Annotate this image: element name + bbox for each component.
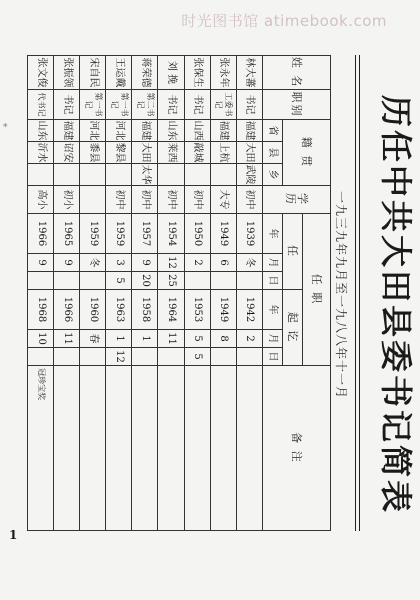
cell-education: 初中 bbox=[106, 186, 132, 214]
cell-name: 王运戴 bbox=[106, 56, 132, 90]
page-subtitle: 一九三九年九月至一九八八年十一月 bbox=[334, 190, 348, 399]
cell-remarks bbox=[80, 366, 106, 531]
cell-end-month: 2 bbox=[236, 330, 262, 348]
cell-start-month: 冬 bbox=[236, 254, 262, 272]
table-row bbox=[158, 56, 184, 531]
cell-end-day bbox=[80, 348, 106, 366]
cell-name: 刘 挽 bbox=[158, 56, 184, 90]
cell-township: 武陵 bbox=[236, 164, 262, 186]
header-row-1 bbox=[302, 56, 330, 531]
cell-education: 初中 bbox=[184, 186, 210, 214]
cell-end-month: 春 bbox=[80, 330, 106, 348]
cell-end-month: 10 bbox=[28, 330, 54, 348]
cell-name: 张文俊 bbox=[28, 56, 54, 90]
cell-county: 莱西 bbox=[158, 142, 184, 164]
cell-end-month: 1 bbox=[132, 330, 158, 348]
cell-start-year: 1959 bbox=[106, 214, 132, 254]
cell-county: 黍县 bbox=[80, 142, 106, 164]
cell-township bbox=[210, 164, 236, 186]
cell-end-day bbox=[28, 348, 54, 366]
cell-start-day bbox=[28, 272, 54, 290]
cell-end-year: 1968 bbox=[28, 290, 54, 330]
cell-end-year: 1960 bbox=[80, 290, 106, 330]
cell-education: 初中 bbox=[236, 186, 262, 214]
cell-county: 大田 bbox=[236, 142, 262, 164]
cell-position: 代书记 bbox=[28, 90, 54, 120]
table-row bbox=[80, 56, 106, 531]
cell-position: 书记 bbox=[184, 90, 210, 120]
cell-start-month: 2 bbox=[184, 254, 210, 272]
cell-name: 林大蕃 bbox=[236, 56, 262, 90]
cell-township bbox=[54, 164, 80, 186]
cell-start-month: 3 bbox=[106, 254, 132, 272]
cell-start-year: 1949 bbox=[210, 214, 236, 254]
cell-position: 第一书记 bbox=[80, 90, 106, 120]
cell-education: 初中 bbox=[132, 186, 158, 214]
cell-end-day: 5 bbox=[184, 348, 210, 366]
cell-education: 高小 bbox=[28, 186, 54, 214]
cell-remarks bbox=[106, 366, 132, 531]
cell-province: 福建 bbox=[54, 120, 80, 142]
cell-township bbox=[28, 164, 54, 186]
table-row bbox=[54, 56, 80, 531]
cell-name: 张振领 bbox=[54, 56, 80, 90]
cell-end-month: 11 bbox=[54, 330, 80, 348]
cell-name: 张保生 bbox=[184, 56, 210, 90]
cell-end-day bbox=[158, 348, 184, 366]
cell-start-month: 9 bbox=[54, 254, 80, 272]
cell-start-year: 1966 bbox=[28, 214, 54, 254]
cell-end-year: 1953 bbox=[184, 290, 210, 330]
watermark: 时光图书馆 atimebook.com bbox=[181, 12, 387, 30]
cell-county: 敲城 bbox=[184, 142, 210, 164]
cell-province: 山西 bbox=[184, 120, 210, 142]
cell-township: 太华 bbox=[132, 164, 158, 186]
cell-end-month: 5 bbox=[184, 330, 210, 348]
title-rule-bottom bbox=[355, 55, 356, 531]
cell-position: 书记 bbox=[236, 90, 262, 120]
cell-remarks bbox=[54, 366, 80, 531]
cell-education: 大专 bbox=[210, 186, 236, 214]
cell-end-year: 1963 bbox=[106, 290, 132, 330]
cell-province: 福建 bbox=[132, 120, 158, 142]
cell-position: 工委书记 bbox=[210, 90, 236, 120]
header-province: 省 bbox=[262, 120, 282, 142]
cell-start-year: 1939 bbox=[236, 214, 262, 254]
cell-start-month: 冬 bbox=[80, 254, 106, 272]
cell-remarks bbox=[184, 366, 210, 531]
header-native: 籍 贯 bbox=[282, 120, 330, 186]
cell-education bbox=[80, 186, 106, 214]
cell-end-day bbox=[132, 348, 158, 366]
cell-start-day bbox=[184, 272, 210, 290]
cell-county: 沂水 bbox=[28, 142, 54, 164]
cell-education: 初小 bbox=[54, 186, 80, 214]
header-end: 起 讫 bbox=[282, 290, 302, 366]
cell-name: 宋自民 bbox=[80, 56, 106, 90]
cell-end-day bbox=[210, 348, 236, 366]
header-education: 学 历 bbox=[262, 186, 330, 214]
cell-province: 河北 bbox=[106, 120, 132, 142]
cell-start-year: 1957 bbox=[132, 214, 158, 254]
cell-remarks bbox=[236, 366, 262, 531]
cell-position: 第一书记 bbox=[106, 90, 132, 120]
cell-start-year: 1954 bbox=[158, 214, 184, 254]
header-end-month: 月 bbox=[262, 330, 282, 348]
cell-start-month: 6 bbox=[210, 254, 236, 272]
cell-end-month: 8 bbox=[210, 330, 236, 348]
cell-start-day bbox=[210, 272, 236, 290]
cell-start-day bbox=[54, 272, 80, 290]
cell-start-day: 20 bbox=[132, 272, 158, 290]
cell-township bbox=[80, 164, 106, 186]
cell-end-day: 12 bbox=[106, 348, 132, 366]
cell-township bbox=[106, 164, 132, 186]
margin-mark: * bbox=[3, 123, 8, 133]
row-note: 冠珍宝奖 bbox=[36, 368, 46, 401]
cell-name: 蒋荣德 bbox=[132, 56, 158, 90]
table-row bbox=[236, 56, 262, 531]
cell-start-month: 12 bbox=[158, 254, 184, 272]
cell-county: 诏安 bbox=[54, 142, 80, 164]
cell-position: 书记 bbox=[158, 90, 184, 120]
header-start-month: 月 bbox=[262, 254, 282, 272]
header-start-year: 年 bbox=[262, 214, 282, 254]
cell-start-day bbox=[236, 272, 262, 290]
table-row bbox=[184, 56, 210, 531]
cell-province: 山东 bbox=[28, 120, 54, 142]
cell-end-day bbox=[236, 348, 262, 366]
cell-start-day: 5 bbox=[106, 272, 132, 290]
page-title: 历任中共大田县委书记简表 bbox=[377, 95, 415, 516]
cell-start-month: 9 bbox=[28, 254, 54, 272]
cell-start-year: 1950 bbox=[184, 214, 210, 254]
cell-name: 张永年 bbox=[210, 56, 236, 90]
cell-start-year: 1959 bbox=[80, 214, 106, 254]
cell-end-year: 1964 bbox=[158, 290, 184, 330]
cell-province: 河北 bbox=[80, 120, 106, 142]
cell-remarks bbox=[132, 366, 158, 531]
cell-remarks bbox=[28, 366, 54, 531]
rotated-page bbox=[18, 55, 420, 531]
cell-start-day: 25 bbox=[158, 272, 184, 290]
page-number: 1 bbox=[9, 528, 18, 542]
cell-province: 福建 bbox=[236, 120, 262, 142]
header-start-day: 日 bbox=[262, 272, 282, 290]
cell-county: 黎县 bbox=[106, 142, 132, 164]
cell-province: 福建 bbox=[210, 120, 236, 142]
cell-start-year: 1965 bbox=[54, 214, 80, 254]
cell-end-month: 1 bbox=[106, 330, 132, 348]
cell-end-year: 1958 bbox=[132, 290, 158, 330]
header-name: 姓 名 bbox=[262, 56, 330, 90]
header-end-year: 年 bbox=[262, 290, 282, 330]
secretary-table bbox=[27, 55, 331, 531]
table-row bbox=[132, 56, 158, 531]
header-county: 县 bbox=[262, 142, 282, 164]
cell-start-month: 9 bbox=[132, 254, 158, 272]
header-start: 任 bbox=[282, 214, 302, 290]
cell-remarks bbox=[158, 366, 184, 531]
cell-township bbox=[158, 164, 184, 186]
title-rule-top bbox=[359, 55, 360, 531]
header-remarks: 备 注 bbox=[262, 366, 330, 531]
cell-position: 第二书记 bbox=[132, 90, 158, 120]
header-end-day: 日 bbox=[262, 348, 282, 366]
cell-end-day bbox=[54, 348, 80, 366]
cell-end-month: 11 bbox=[158, 330, 184, 348]
cell-start-day bbox=[80, 272, 106, 290]
cell-county: 大田 bbox=[132, 142, 158, 164]
cell-education: 初中 bbox=[158, 186, 184, 214]
cell-position: 书记 bbox=[54, 90, 80, 120]
table-row bbox=[106, 56, 132, 531]
table-row bbox=[210, 56, 236, 531]
cell-province: 山东 bbox=[158, 120, 184, 142]
cell-end-year: 1949 bbox=[210, 290, 236, 330]
header-township: 乡 bbox=[262, 164, 282, 186]
cell-end-year: 1942 bbox=[236, 290, 262, 330]
cell-township bbox=[184, 164, 210, 186]
cell-county: 上杭 bbox=[210, 142, 236, 164]
header-position: 职别 bbox=[262, 90, 330, 120]
cell-remarks bbox=[210, 366, 236, 531]
table-row bbox=[28, 56, 54, 531]
cell-end-year: 1966 bbox=[54, 290, 80, 330]
header-tenure: 任 职 bbox=[302, 214, 330, 366]
